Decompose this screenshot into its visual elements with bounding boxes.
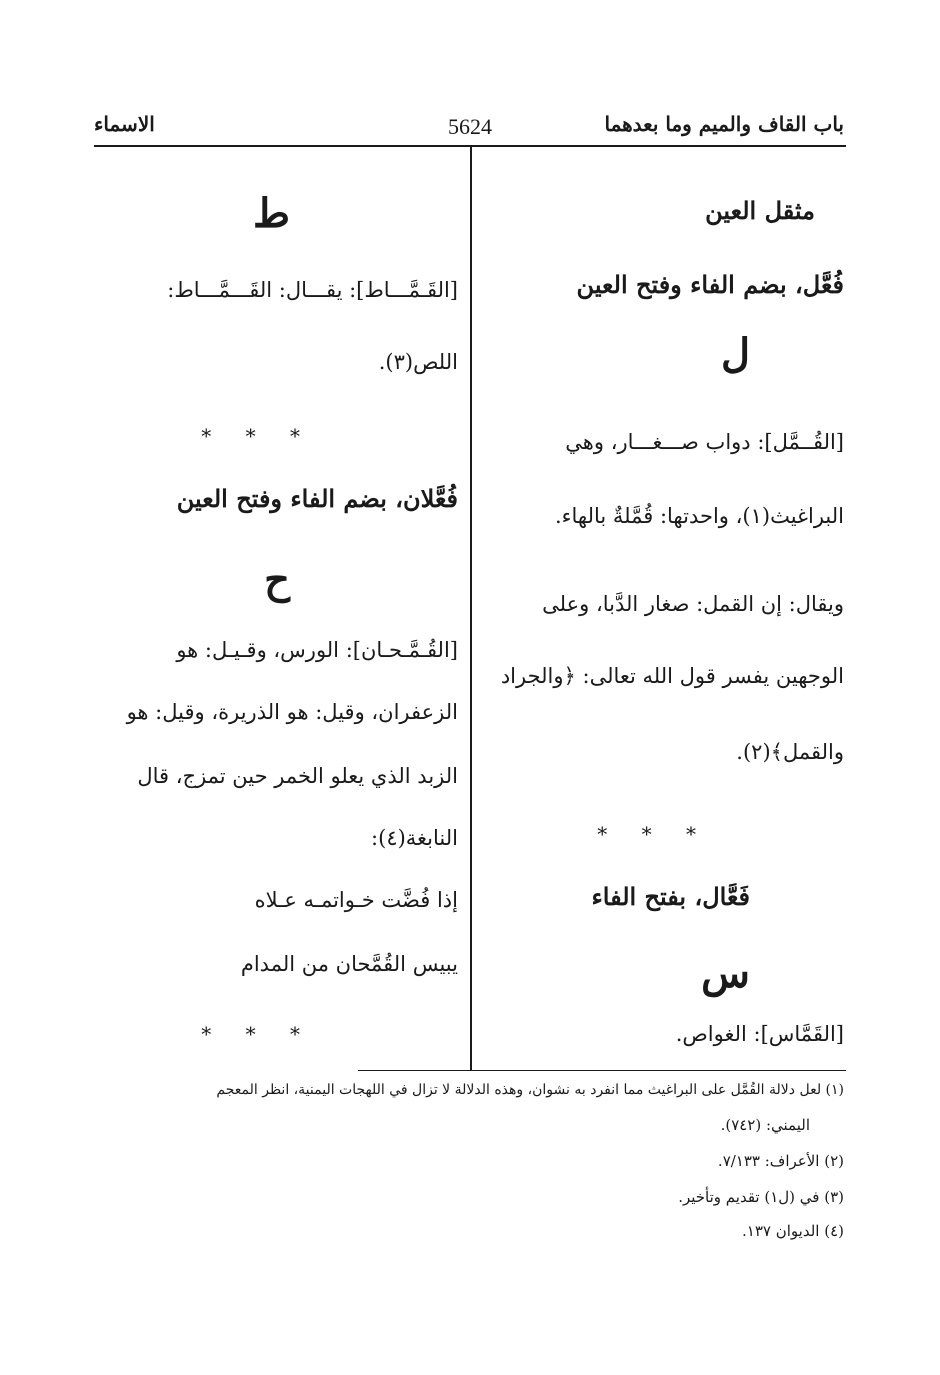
column-divider: [470, 147, 472, 1071]
page-number: 5624: [448, 114, 492, 139]
pattern-heading: فَعَّال، بفتح الفاء: [591, 882, 750, 911]
entry-text: [القُـمَّـحـان]: الورس، وقـيـل: هو: [176, 638, 458, 662]
entry-text: الزبد الذي يعلو الخمر حين تمزج، قال: [137, 764, 458, 788]
entry-text: الوجهين يفسر قول الله تعالى: ﴿والجراد: [500, 664, 844, 688]
entry-text: ويقال: إن القمل: صغار الدَّبا، وعلى: [542, 592, 844, 616]
footnote: اليمني: (٧٤٢).: [720, 1116, 810, 1134]
separator-stars: * * *: [201, 1022, 314, 1046]
entry-text: [القُــمَّل]: دواب صـــغـــار، وهي: [565, 430, 844, 454]
entry-text: النابغة(٤):: [371, 826, 458, 850]
footnote: (٣) في (ل١) تقديم وتأخير.: [678, 1188, 844, 1206]
entry-text: اللص(٣).: [378, 350, 458, 374]
footnote-rule: [358, 1070, 846, 1071]
separator-stars: * * *: [597, 822, 710, 846]
category-label: الاسماء: [94, 112, 155, 136]
pattern-heading: فُعَّل، بضم الفاء وفتح العين: [576, 270, 844, 299]
footnote: (١) لعل دلالة القُمَّل على البراغيث مما انفرد به نشوان، وهذه الدلالة لا تزال في اللهجات اليمنية، انظر المعجم: [216, 1082, 844, 1098]
section-title: باب القاف والميم وما بعدهما: [604, 112, 844, 136]
letter-heading: ح: [264, 556, 290, 603]
footnote: (٢) الأعراف: ٧/١٣٣.: [717, 1152, 844, 1170]
letter-heading: ل: [720, 330, 750, 377]
verse-line: يبيس القُمَّحان من المدام: [240, 952, 458, 976]
section-heading: مثقل العين: [705, 196, 815, 225]
verse-line: إذا فُضَّت خـواتمـه عـلاه: [254, 888, 458, 912]
letter-heading: ط: [253, 190, 290, 237]
entry-text: [القَـمَّـــاط]: يقـــال: القَـــمَّـــاط:: [167, 278, 458, 302]
entry-text: البراغيث(١)، واحدتها: قُمَّلةٌ بالهاء.: [554, 504, 844, 528]
entry-text: والقمل﴾(٢).: [736, 740, 844, 764]
entry-text: [القَمَّاس]: الغواص.: [675, 1022, 844, 1046]
footnote: (٤) الديوان ١٣٧.: [742, 1222, 844, 1240]
letter-heading: س: [701, 950, 750, 997]
pattern-heading: فُعَّلان، بضم الفاء وفتح العين: [176, 484, 458, 513]
separator-stars: * * *: [201, 424, 314, 448]
entry-text: الزعفران، وقيل: هو الذريرة، وقيل: هو: [126, 700, 458, 724]
